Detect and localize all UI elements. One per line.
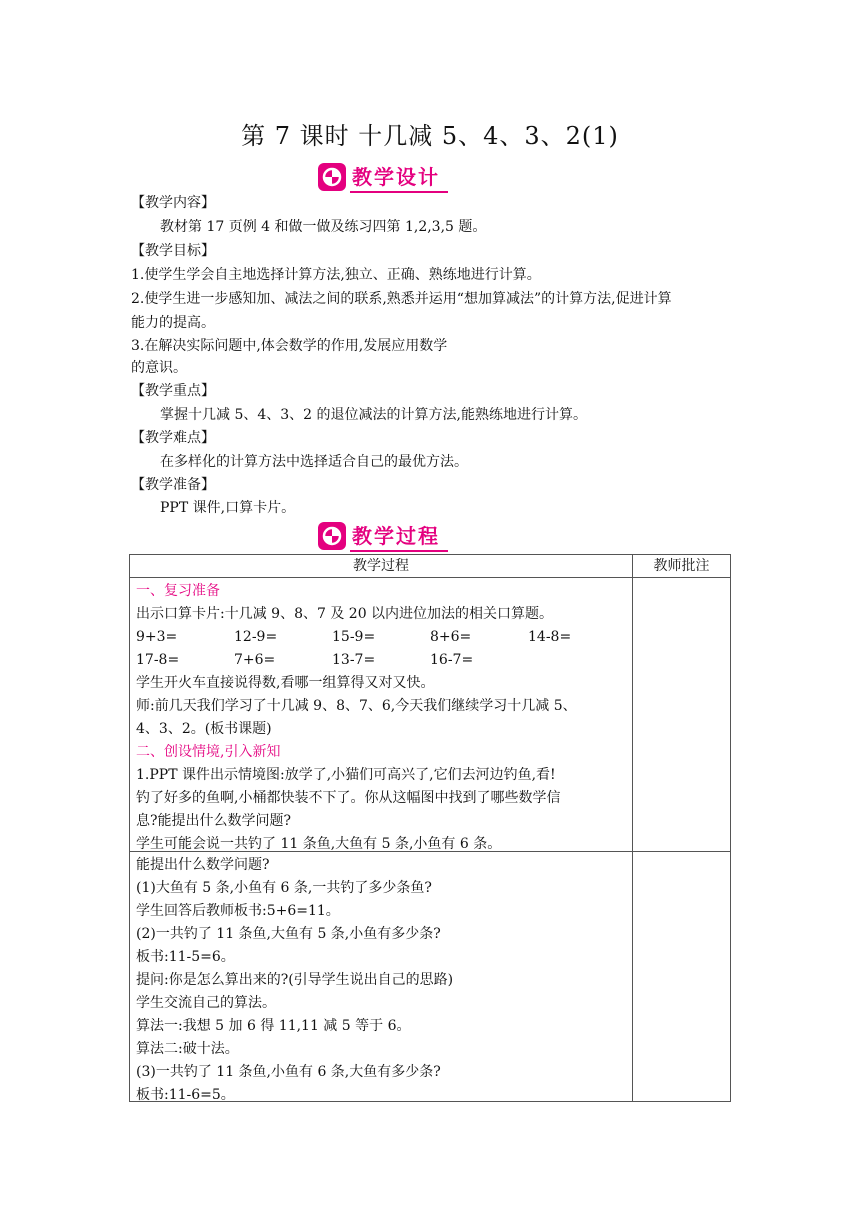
section-banner-design	[318, 161, 448, 193]
text-line: 提问:你是怎么算出来的?(引导学生说出自己的思路)	[136, 972, 454, 988]
section-heading: 二、创设情境,引入新知	[136, 744, 281, 760]
text-line: 师:前几天我们学习了十几减 9、8、7、6,今天我们继续学习十几减 5、	[136, 698, 577, 714]
text-line: 算法二:破十法。	[136, 1041, 239, 1057]
table-header-row	[130, 555, 731, 578]
text-line: 学生开火车直接说得数,看哪一组算得又对又快。	[136, 675, 435, 691]
heading-goal: 【教学目标】	[131, 243, 215, 259]
section-heading: 一、复习准备	[136, 583, 220, 599]
goal-1: 1.使学生学会自主地选择计算方法,独立、正确、熟练地进行计算。	[131, 267, 541, 283]
difficulty-text: 在多样化的计算方法中选择适合自己的最优方法。	[160, 454, 468, 470]
column-header-notes: 教师批注	[633, 555, 731, 578]
text-line: 学生回答后教师板书:5+6=11。	[136, 903, 340, 919]
prep-text: PPT 课件,口算卡片。	[160, 500, 296, 516]
goal-2b: 能力的提高。	[131, 315, 215, 331]
text-line: 板书:11-6=5。	[136, 1087, 235, 1103]
text-line: 学生可能会说一共钓了 11 条鱼,大鱼有 5 条,小鱼有 6 条。	[136, 836, 502, 852]
notes-cell	[633, 578, 731, 852]
process-cell	[130, 578, 633, 852]
page-title: 第 7 课时 十几减 5、4、3、2(1)	[241, 122, 619, 150]
text-line: 算法一:我想 5 加 6 得 11,11 减 5 等于 6。	[136, 1018, 411, 1034]
text-line: 板书:11-5=6。	[136, 949, 235, 965]
notes-cell	[633, 852, 731, 1102]
calc-item: 13-7=	[332, 652, 376, 668]
section-banner-process	[318, 520, 448, 552]
calc-item: 14-8=	[528, 629, 572, 645]
process-table	[129, 554, 731, 1102]
text-line: 出示口算卡片:十几减 9、8、7 及 20 以内进位加法的相关口算题。	[136, 606, 554, 622]
key-text: 掌握十几减 5、4、3、2 的退位减法的计算方法,能熟练地进行计算。	[160, 407, 587, 423]
text-line: 1.PPT 课件出示情境图:放学了,小猫们可高兴了,它们去河边钓鱼,看!	[136, 767, 556, 783]
heading-content: 【教学内容】	[131, 195, 215, 211]
text-line: 钓了好多的鱼啊,小桶都快装不下了。你从这幅图中找到了哪些数学信	[136, 790, 561, 806]
calc-item: 16-7=	[430, 652, 474, 668]
banner-title: 教学设计	[350, 161, 448, 193]
pinwheel-logo-icon	[318, 163, 346, 191]
calc-row	[136, 649, 626, 672]
column-header-process: 教学过程	[130, 555, 633, 578]
calc-item: 12-9=	[234, 629, 278, 645]
banner-title: 教学过程	[350, 520, 448, 552]
table-row	[130, 852, 731, 1102]
calc-item: 17-8=	[136, 652, 180, 668]
text-line: (3)一共钓了 11 条鱼,小鱼有 6 条,大鱼有多少条?	[136, 1064, 441, 1080]
calc-item: 8+6=	[430, 629, 472, 645]
content-text: 教材第 17 页例 4 和做一做及练习四第 1,2,3,5 题。	[160, 219, 487, 235]
text-line: (2)一共钓了 11 条鱼,大鱼有 5 条,小鱼有多少条?	[136, 926, 441, 942]
heading-prep: 【教学准备】	[131, 477, 215, 493]
heading-key: 【教学重点】	[131, 383, 215, 399]
calc-row	[136, 626, 626, 649]
text-line: (1)大鱼有 5 条,小鱼有 6 条,一共钓了多少条鱼?	[136, 880, 432, 896]
pinwheel-logo-icon	[318, 522, 346, 550]
calc-item: 7+6=	[234, 652, 276, 668]
goal-2a: 2.使学生进一步感知加、减法之间的联系,熟悉并运用“想加算减法”的计算方法,促进计算	[131, 291, 672, 307]
table-row	[130, 578, 731, 852]
goal-3a: 3.在解决实际问题中,体会数学的作用,发展应用数学	[131, 338, 448, 354]
text-line: 4、3、2。(板书课题)	[136, 721, 272, 737]
text-line: 学生交流自己的算法。	[136, 995, 276, 1011]
calc-item: 15-9=	[332, 629, 376, 645]
text-line: 息?能提出什么数学问题?	[136, 813, 292, 829]
process-cell	[130, 852, 633, 1102]
calc-item: 9+3=	[136, 629, 178, 645]
goal-3b: 的意识。	[131, 360, 187, 376]
heading-difficulty: 【教学难点】	[131, 430, 215, 446]
text-line: 能提出什么数学问题?	[136, 857, 270, 873]
